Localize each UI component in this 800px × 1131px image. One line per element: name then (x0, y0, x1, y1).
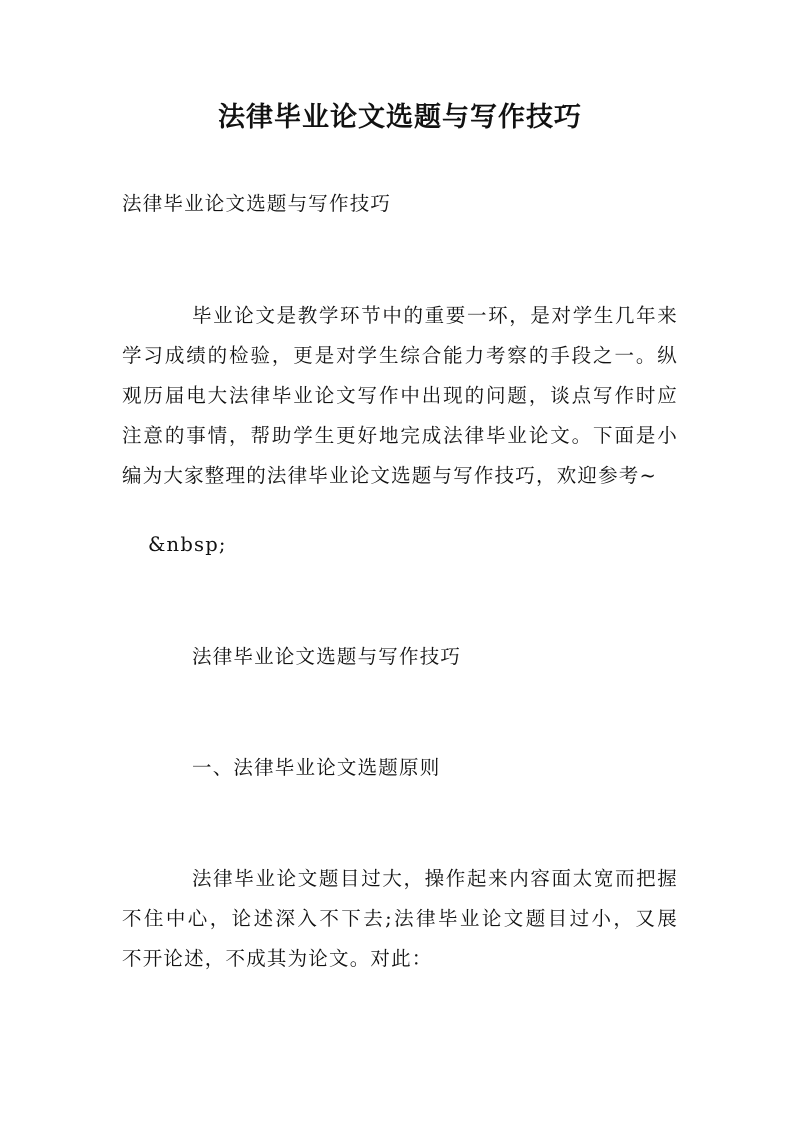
intro-line: 学习成绩的检验，更是对学生综合能力考察的手段之一。纵 (122, 344, 678, 367)
intro-line: 编为大家整理的法律毕业论文选题与写作技巧，欢迎参考~ (122, 464, 658, 487)
document-title: 法律毕业论文选题与写作技巧 (218, 102, 582, 133)
intro-line: 毕业论文是教学环节中的重要一环，是对学生几年来 (192, 304, 678, 327)
intro-line: 注意的事情，帮助学生更好地完成法律毕业论文。下面是小 (122, 424, 678, 447)
body-line: 法律毕业论文题目过大，操作起来内容面太宽而把握 (192, 867, 678, 890)
body-line: 不开论述，不成其为论文。对此： (122, 947, 433, 970)
section-heading: 法律毕业论文选题与写作技巧 (192, 645, 462, 668)
intro-paragraph (122, 296, 678, 496)
intro-line: 观历届电大法律毕业论文写作中出现的问题，谈点写作时应 (122, 384, 678, 407)
nbsp-text: &nbsp; (148, 533, 227, 556)
body-paragraph (122, 859, 678, 979)
document-subtitle: 法律毕业论文选题与写作技巧 (122, 192, 392, 215)
section-one-heading: 一、法律毕业论文选题原则 (192, 756, 441, 779)
body-line: 不住中心，论述深入不下去;法律毕业论文题目过小，又展 (122, 907, 678, 930)
